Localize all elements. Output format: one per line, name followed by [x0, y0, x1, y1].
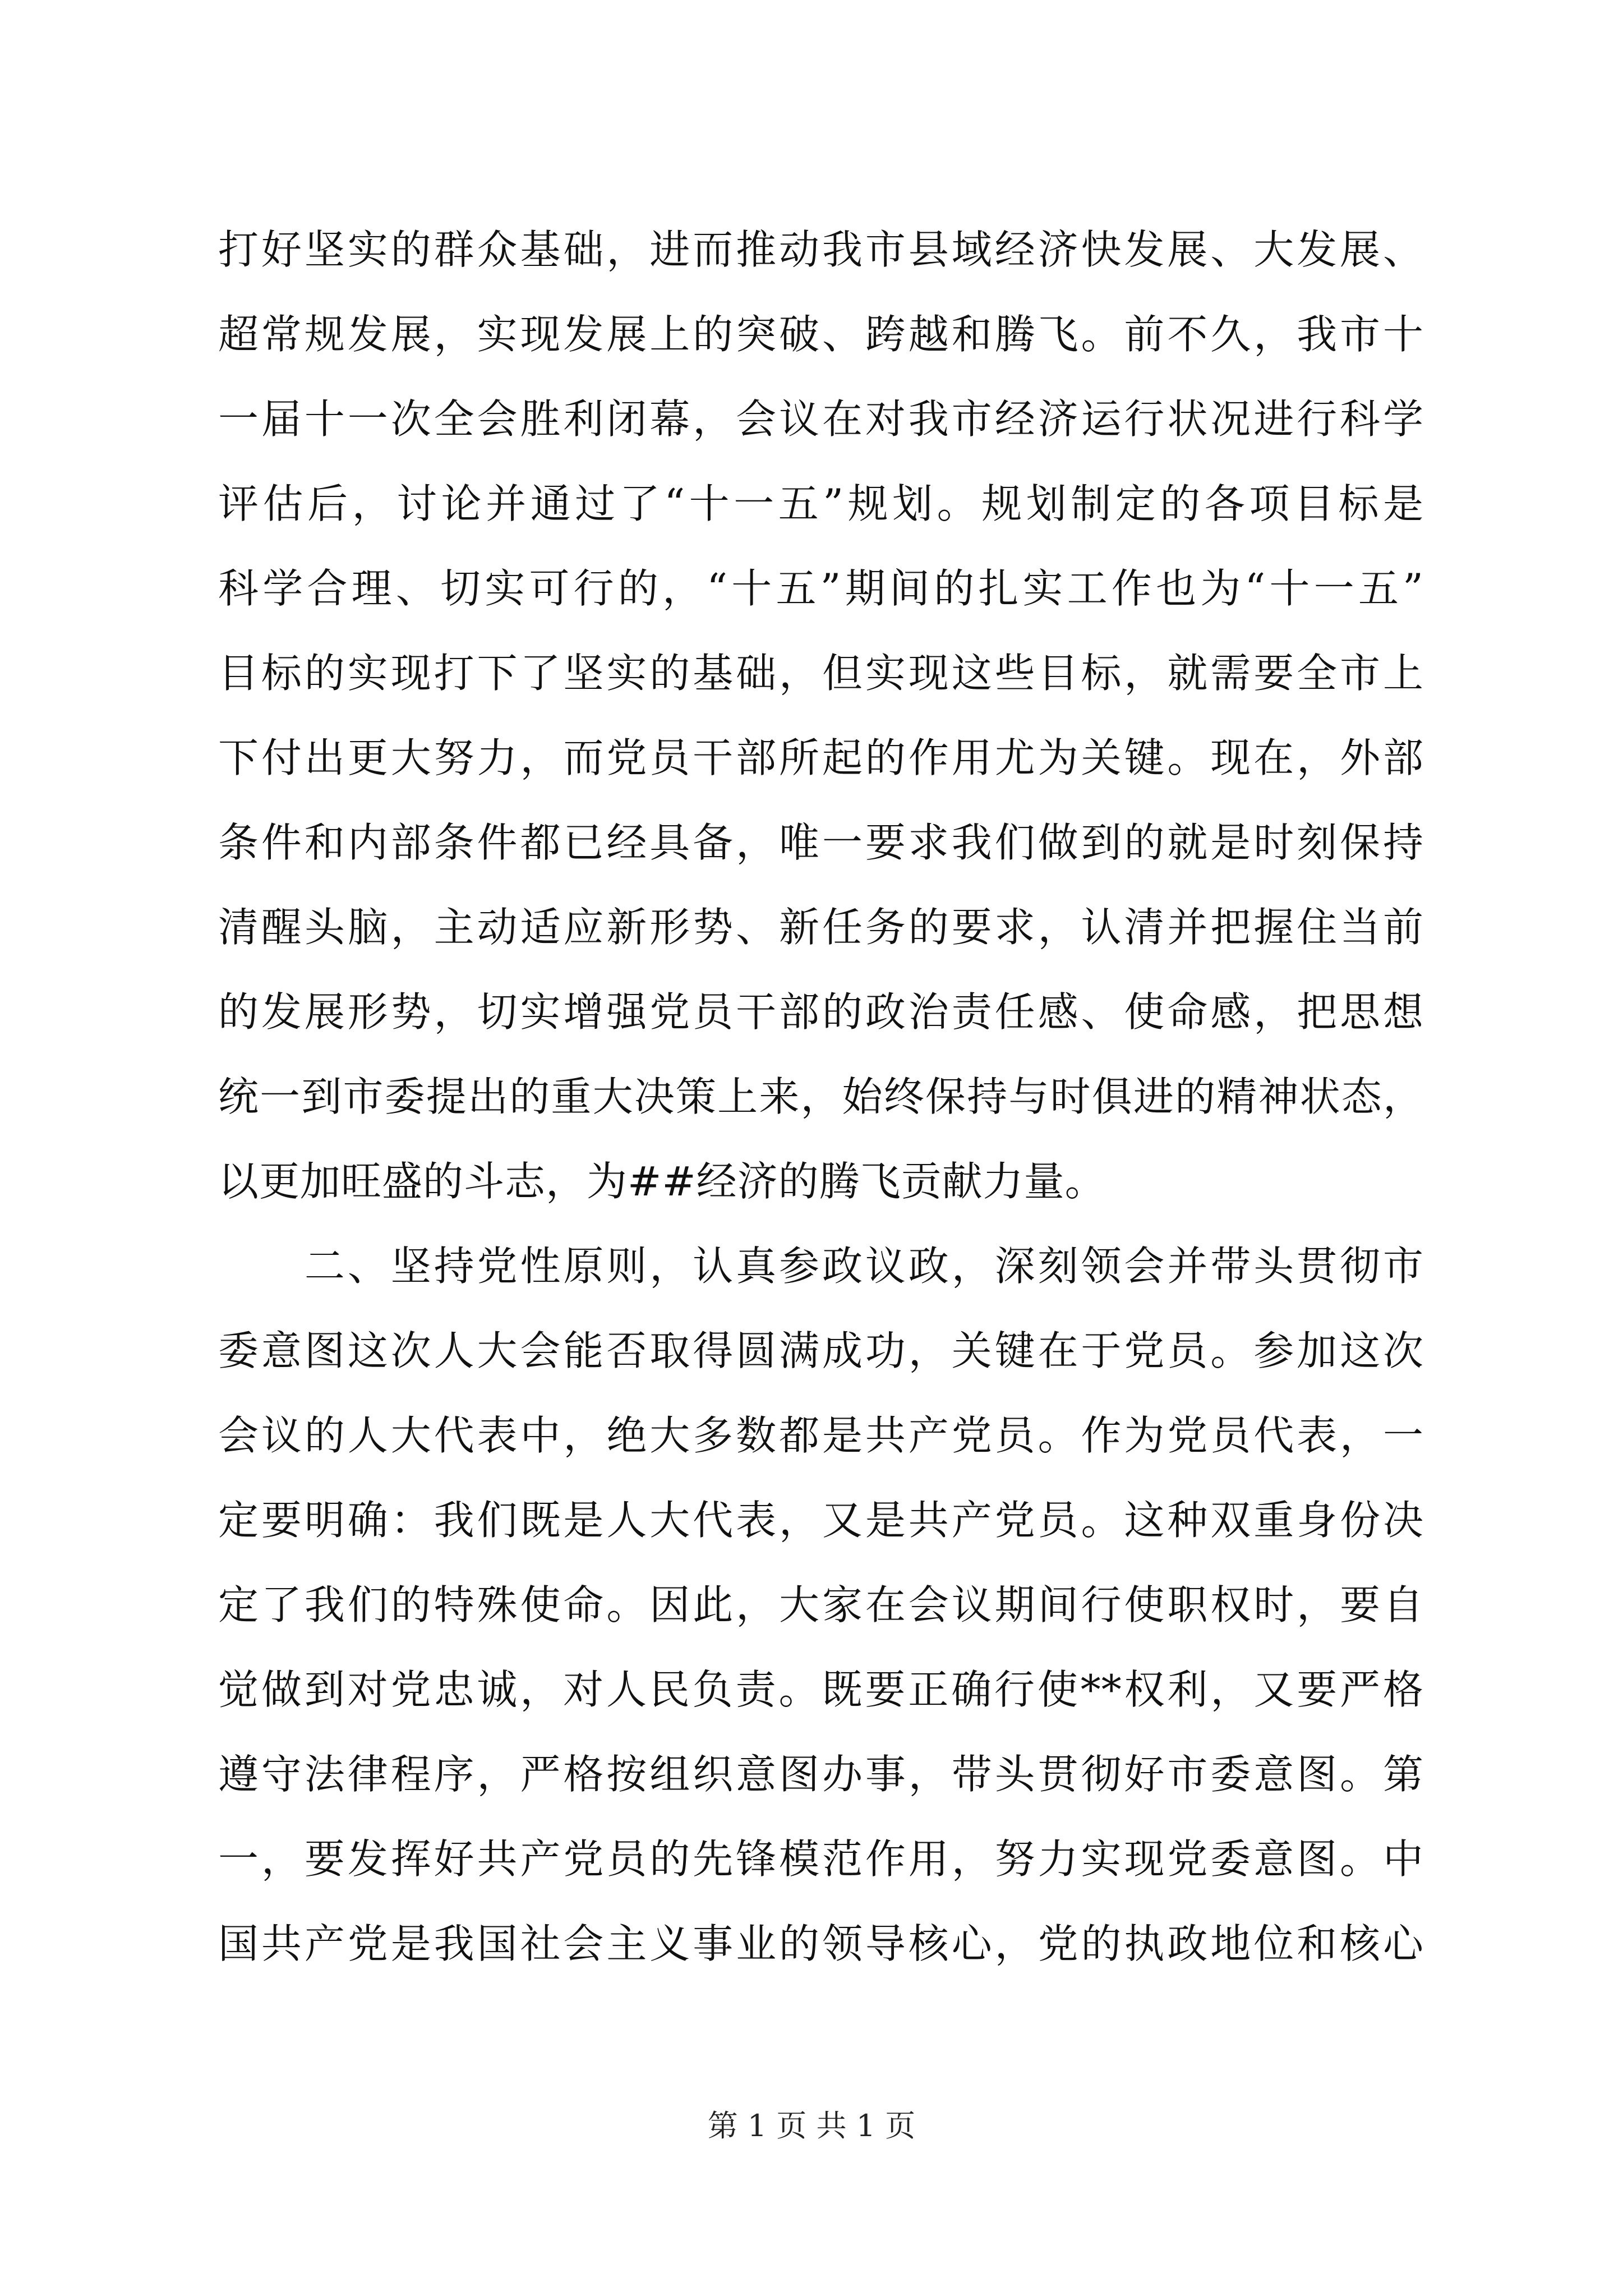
text-line: 超常规发展，实现发展上的突破、跨越和腾飞。前不久，我市十	[218, 311, 1424, 358]
text-line: 一届十一次全会胜利闭幕，会议在对我市经济运行状况进行科学	[218, 395, 1424, 443]
text-line: 觉做到对党忠诚，对人民负责。既要正确行使**权利，又要严格	[218, 1666, 1424, 1713]
body-text	[218, 208, 1424, 1986]
text-line: 评估后，讨论并通过了“十一五”规划。规划制定的各项目标是	[218, 480, 1424, 527]
text-line: 统一到市委提出的重大决策上来，始终保持与时俱进的精神状态，	[218, 1073, 1424, 1120]
text-line: 一，要发挥好共产党员的先锋模范作用，努力实现党委意图。中	[218, 1835, 1424, 1883]
text-line: 条件和内部条件都已经具备，唯一要求我们做到的就是时刻保持	[218, 819, 1424, 866]
text-line: 委意图这次人大会能否取得圆满成功，关键在于党员。参加这次	[218, 1327, 1424, 1374]
text-line: 定要明确：我们既是人大代表，又是共产党员。这种双重身份决	[218, 1497, 1424, 1544]
text-line: 科学合理、切实可行的，“十五”期间的扎实工作也为“十一五”	[218, 565, 1424, 612]
text-line: 定了我们的特殊使命。因此，大家在会议期间行使职权时，要自	[218, 1581, 1424, 1628]
text-line: 下付出更大努力，而党员干部所起的作用尤为关键。现在，外部	[218, 734, 1424, 781]
page-number-footer: 第 1 页 共 1 页	[707, 2108, 916, 2143]
text-line: 打好坚实的群众基础，进而推动我市县域经济快发展、大发展、	[218, 226, 1424, 273]
text-line-paragraph-start: 二、坚持党性原则，认真参政议政，深刻领会并带头贯彻市	[218, 1243, 1424, 1290]
text-line: 的发展形势，切实增强党员干部的政治责任感、使命感，把思想	[218, 988, 1424, 1036]
text-line: 目标的实现打下了坚实的基础，但实现这些目标，就需要全市上	[218, 650, 1424, 697]
text-line-paragraph-end: 以更加旺盛的斗志，为##经济的腾飞贡献力量。	[218, 1158, 1106, 1205]
text-line: 清醒头脑，主动适应新形势、新任务的要求，认清并把握住当前	[218, 904, 1424, 951]
text-line: 遵守法律程序，严格按组织意图办事，带头贯彻好市委意图。第	[218, 1751, 1424, 1798]
text-line: 会议的人大代表中，绝大多数都是共产党员。作为党员代表，一	[218, 1412, 1424, 1459]
text-line: 国共产党是我国社会主义事业的领导核心，党的执政地位和核心	[218, 1920, 1424, 1967]
